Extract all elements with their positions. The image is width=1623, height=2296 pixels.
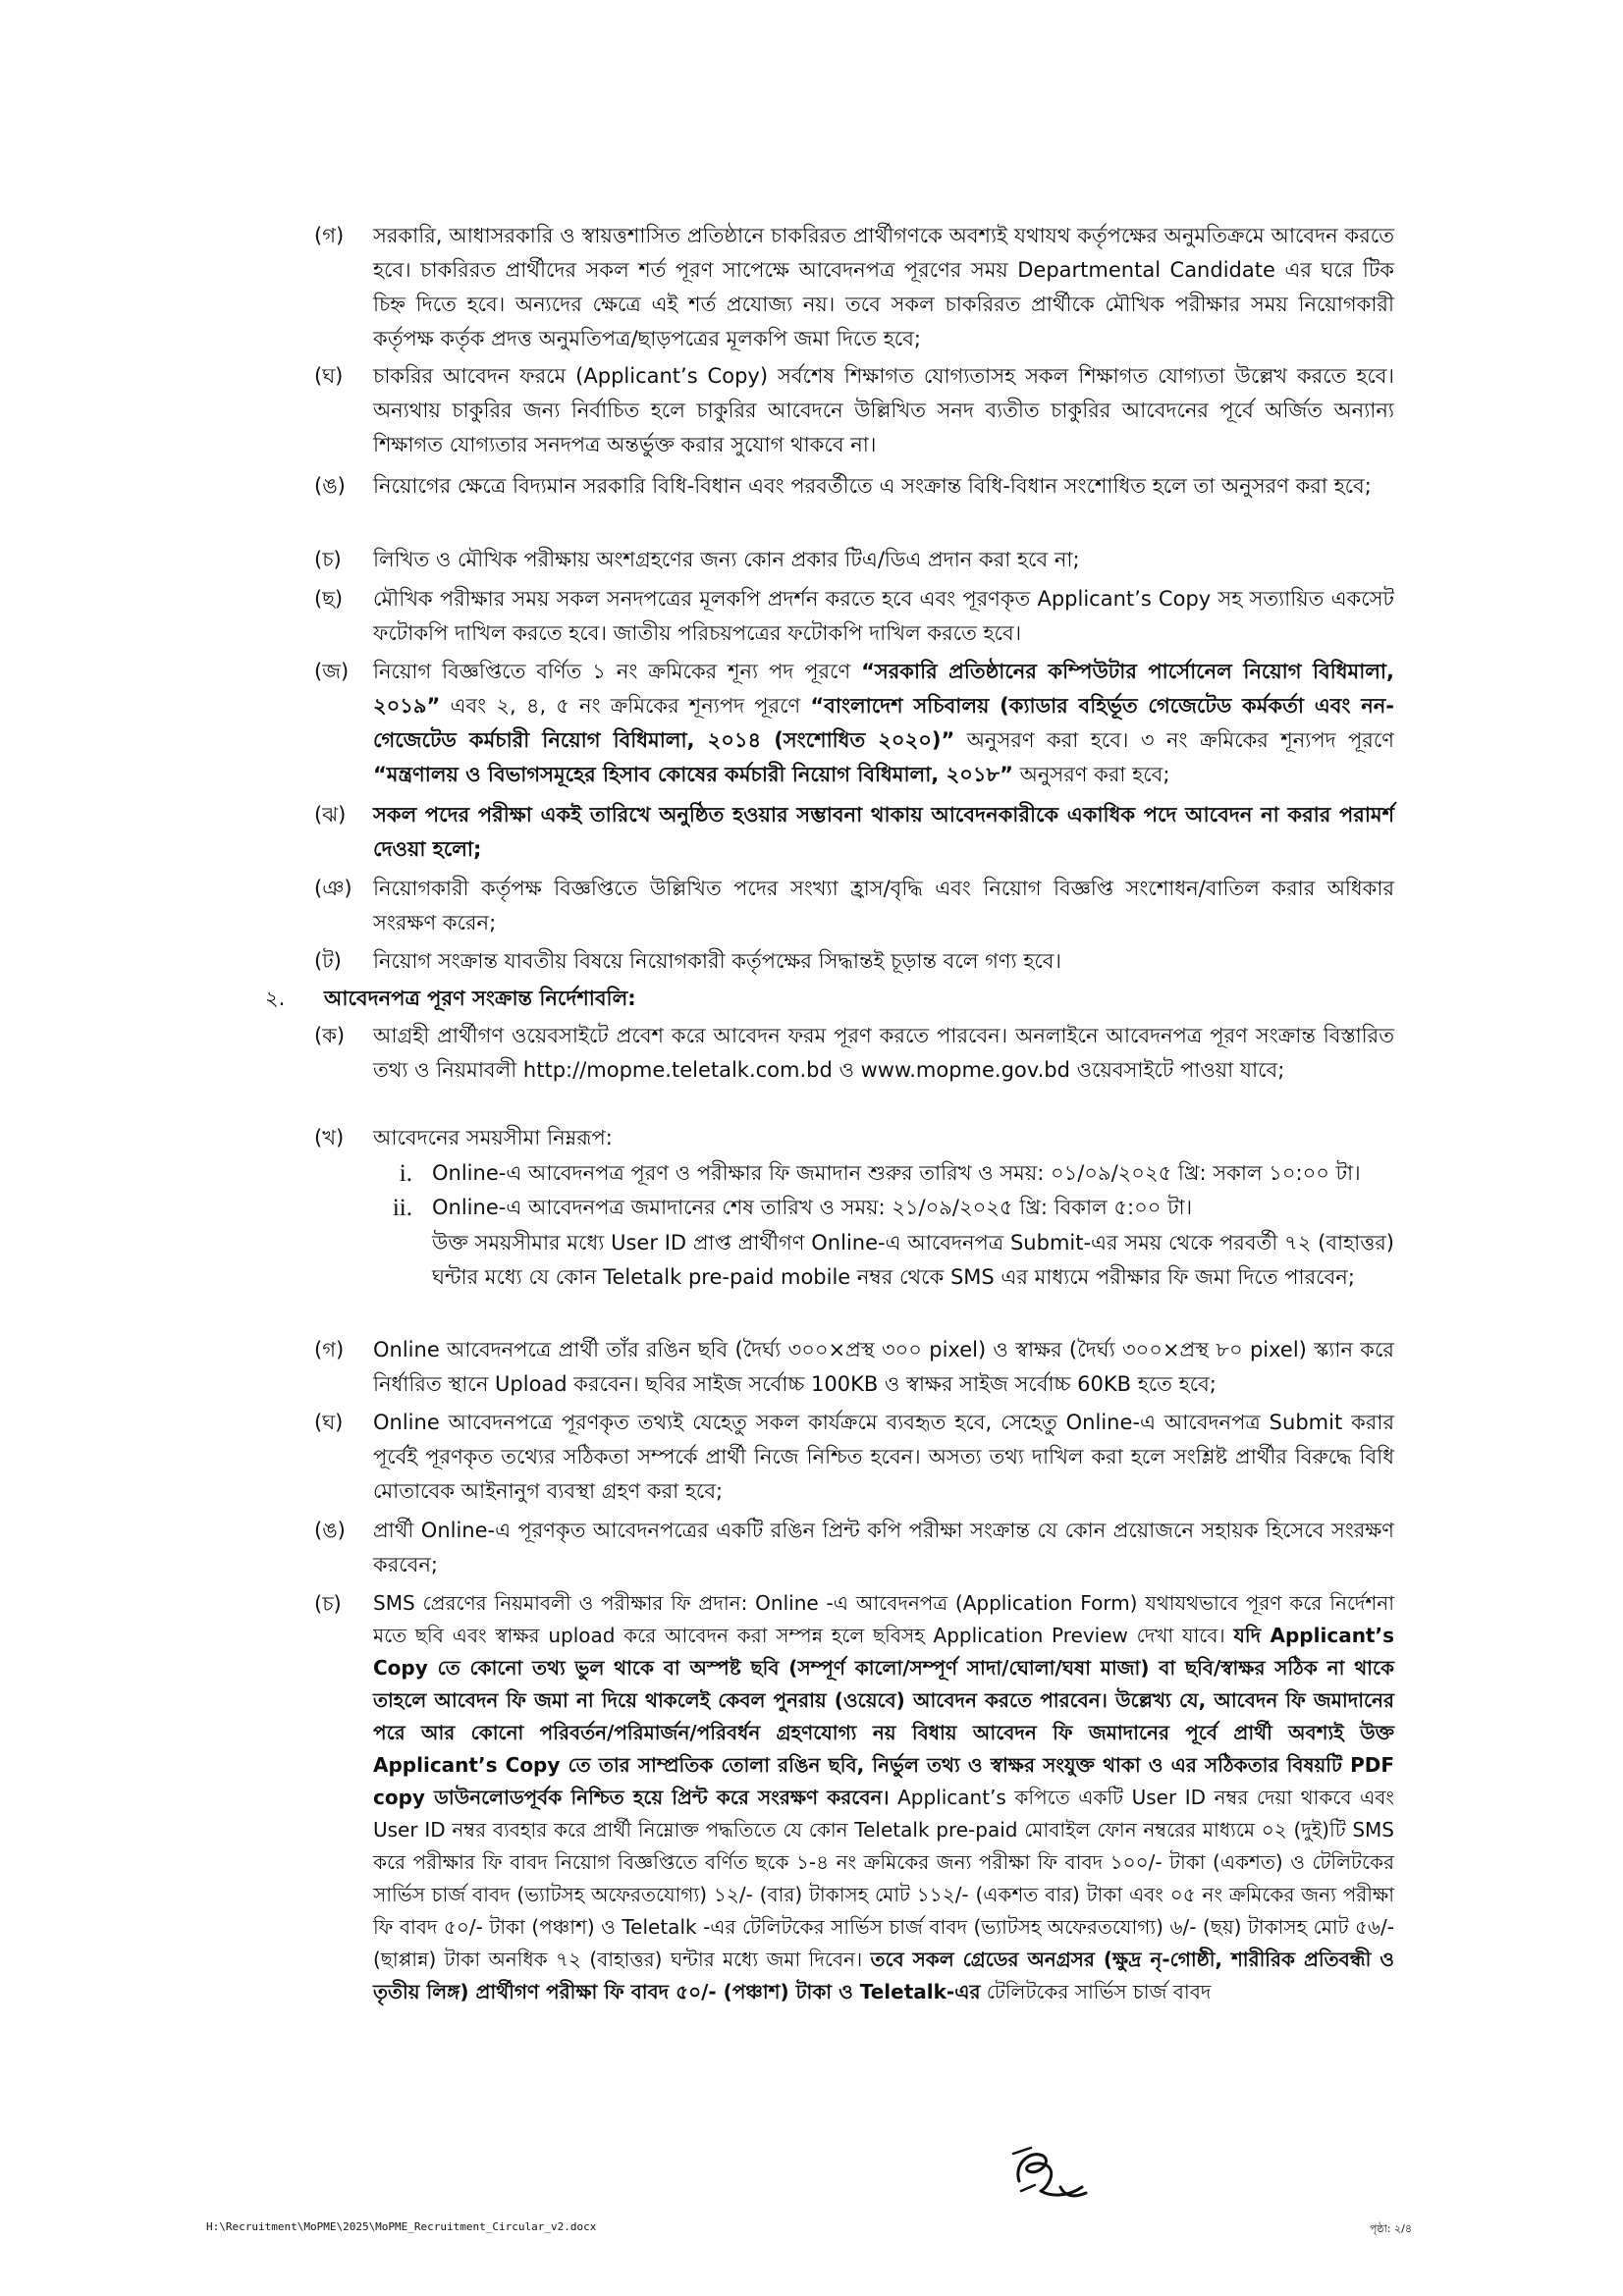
item-marker: (জ) — [314, 660, 350, 683]
item-text-part: অনুসরণ করা হবে। ৩ নং ক্রমিকের শূন্যপদ পূরণে — [954, 728, 1394, 752]
roman-item-ii — [334, 1191, 1394, 1225]
item-text-part: Applicant’s কপিতে একটি User ID নম্বর দেয়া থাকবে এবং User ID নম্বর ব্যবহার করে প্রার্থী নিম্নোক্ত পদ্ধতিতে যে কোন Teletalk pre-paid মোবাইল ফোন নম্বরের মাধ্যমে ০২ (দুই)টি SMS করে পরীক্ষার ফি বাবদ নিয়োগ বিজ্ঞপ্তিতে বর্ণিত ছকে ১-৪ নং ক্রমিকের জন্য পরীক্ষা ফি বাবদ ১০০/- টাকা (একশত) ও টেলিটকের সার্ভিস চার্জ বাবদ (ভ্যাটসহ অফেরতযোগ্য) ১২/- (বার) টাকাসহ মোট ১১২/- (একশত বার) টাকা এবং ০৫ নং ক্রমিকের জন্য পরীক্ষা ফি বাবদ ৫০/- টাকা (পঞ্চাশ) ও Teletalk -এর টেলিটকের সার্ভিস চার্জ বাবদ (ভ্যাটসহ অফেরতযোগ্য) ৬/- (ছয়) টাকাসহ মোট ৫৬/- (ছাপ্পান্ন) টাকা অনধিক ৭২ (বাহাত্তর) ঘন্টার মধ্যে জমা দিবেন। — [373, 1786, 1394, 1971]
list-item-kha — [314, 1121, 1394, 1155]
roman-item-i — [334, 1156, 1394, 1191]
fee-exemption-notice: তবে সকল গ্রেডের অনগ্রসর (ক্ষুদ্র নৃ-গোষ্ঠী, শারীরিক প্রতিবন্ধী ও তৃতীয় লিঙ্গ) প্রার্থীগণ পরীক্ষা ফি বাবদ ৫০/- (পঞ্চাশ) টাকা ও Teletalk-এর — [373, 1948, 1394, 2003]
item-marker: (ঘ) — [314, 1411, 344, 1434]
deadline-note: উক্ত সময়সীমার মধ্যে User ID প্রাপ্ত প্রার্থীগণ Online-এ আবেদনপত্র Submit-এর সময় থেকে পরবর্তী ৭২ (বাহাত্তর) ঘন্টার মধ্যে যে কোন Teletalk pre-paid mobile নম্বর থেকে SMS এর মাধ্যমে পরীক্ষার ফি জমা দিতে পারবেন; — [432, 1231, 1394, 1289]
list-item-gha — [314, 359, 1394, 462]
item-text-part: অনুসরণ করা হবে; — [1012, 763, 1170, 786]
item-text: Online আবেদনপত্রে পূরণকৃত তথ্যই যেহেতু সকল কার্যক্রমে ব্যবহৃত হবে, সেহেতু Online-এ আবেদনপত্র Submit করার পূর্বেই পূরণকৃত তথ্যের সঠিকতা সম্পর্কে প্রার্থী নিজে নিশ্চিত হবেন। অসত্য তথ্য দাখিল করা হলে সংশ্লিষ্ট প্রার্থীর বিরুদ্ধে বিধি মোতাবেক আইনানুগ ব্যবস্থা গ্রহণ করা হবে; — [373, 1411, 1394, 1503]
item-text: সকল পদের পরীক্ষা একই তারিখে অনুষ্ঠিত হওয়ার সম্ভাবনা থাকায় আবেদনকারীকে একাধিক পদে আবেদন না করার পরামর্শ দেওয়া হলো; — [373, 803, 1394, 861]
list-item-gha-2 — [314, 1406, 1394, 1509]
rule-name-accounts-cell: “মন্ত্রণালয় ও বিভাগসমূহের হিসাব কোষের কর্মচারী নিয়োগ বিধিমালা, ২০১৮” — [373, 763, 1013, 786]
item-marker: (ঞ) — [314, 877, 352, 900]
item-marker: (ঘ) — [314, 364, 344, 388]
list-item-ga — [314, 219, 1394, 356]
item-text-part: এবং ২, ৪, ৫ নং ক্রমিকের শূন্যপদ পূরণে — [440, 694, 811, 718]
list-item-jo — [314, 655, 1394, 792]
page-number: পৃষ্ঠা: ২/৪ — [1369, 2222, 1412, 2235]
roman-marker: i. — [399, 1160, 412, 1187]
list-item-nio — [314, 872, 1394, 940]
rule-name-secretariat: “বাংলাদেশ সচিবালয় (ক্যাডার বহির্ভূত গেজেটেড কর্মকর্তা এবং নন-গেজেটেড কর্মচারী নিয়োগ বিধিমালা, ২০১৪ (সংশোধিত ২০২০)” — [373, 694, 1394, 752]
item-marker: (চ) — [314, 548, 342, 571]
item-text — [373, 655, 1394, 792]
item-text: চাকরির আবেদন ফরমে (Applicant’s Copy) সর্বশেষ শিক্ষাগত যোগ্যতাসহ সকল শিক্ষাগত যোগ্যতা উল্লেখ করতে হবে। অন্যথায় চাকুরির জন্য নির্বাচিত হলে চাকুরির আবেদনে উল্লিখিত সনদ ব্যতীত চাকুরির আবেদনের পূর্বে অর্জিত অন্যান্য শিক্ষাগত যোগ্যতার সনদপত্র অন্তর্ভুক্ত করার সুযোগ থাকবে না। — [373, 364, 1394, 456]
list-item-nga-2 — [314, 1514, 1394, 1582]
list-item-cha — [314, 543, 1394, 577]
list-item-ga-2 — [314, 1333, 1394, 1402]
list-item-nga — [314, 469, 1394, 504]
item-text-part: নিয়োগ বিজ্ঞপ্তিতে বর্ণিত ১ নং ক্রমিকের শূন্য পদ পূরণে — [373, 660, 862, 683]
roman-marker: ii. — [392, 1195, 412, 1221]
item-marker: (ঝ) — [314, 803, 347, 827]
item-text: প্রার্থী Online-এ পূরণকৃত আবেদনপত্রের একটি রঙিন প্রিন্ট কপি পরীক্ষা সংক্রান্ত যে কোন প্রয়োজনে সহায়ক হিসেবে সংরক্ষণ করবেন; — [373, 1519, 1394, 1576]
item-text: লিখিত ও মৌখিক পরীক্ষায় অংশগ্রহণের জন্য কোন প্রকার টিএ/ডিএ প্রদান করা হবে না; — [373, 548, 1080, 571]
handwritten-signature-icon — [992, 2142, 1109, 2203]
section-title: আবেদনপত্র পূরণ সংক্রান্ত নির্দেশাবলি: — [324, 987, 636, 1010]
item-marker: (গ) — [314, 224, 345, 247]
item-text-part: টেলিটকের সার্ভিস চার্জ বাবদ — [980, 1980, 1212, 2003]
item-marker: (ক) — [314, 1024, 346, 1047]
list-item-chha — [314, 582, 1394, 651]
file-path-footer: H:\Recruitment\MoPME\2025\MoPME_Recruitment_Circular_v2.docx — [206, 2220, 597, 2233]
item-text: সরকারি, আধাসরকারি ও স্বায়ত্তশাসিত প্রতিষ্ঠানে চাকরিরত প্রার্থীগণকে অবশ্যই যথাযথ কর্তৃপক্ষের অনুমতিক্রমে আবেদন করতে হবে। চাকরিরত প্রার্থীদের সকল শর্ত পূরণ সাপেক্ষে আবেদনপত্র পূরণের সময় Departmental Candidate এর ঘরে টিক চিহ্ন দিতে হবে। অন্যদের ক্ষেত্রে এই শর্ত প্রযোজ্য নয়। তবে সকল চাকরিরত প্রার্থীকে মৌখিক পরীক্ষার সময় নিয়োগকারী কর্তৃপক্ষ কর্তৃক প্রদত্ত অনুমতিপত্র/ছাড়পত্রের মূলকপি জমা দিতে হবে; — [373, 224, 1394, 350]
item-text: মৌখিক পরীক্ষার সময় সকল সনদপত্রের মূলকপি প্রদর্শন করতে হবে এবং পূরণকৃত Applicant’s Copy সহ সত্যায়িত একসেট ফটোকপি দাখিল করতে হবে। জাতীয় পরিচয়পত্রের ফটোকপি দাখিল করতে হবে। — [373, 587, 1394, 645]
item-marker: (গ) — [314, 1338, 345, 1362]
item-marker: (চ) — [314, 1592, 342, 1616]
item-text: Online আবেদনপত্রে প্রার্থী তাঁর রঙিন ছবি (দৈর্ঘ্য ৩০০×প্রস্থ ৩০০ pixel) ও স্বাক্ষর (দৈর্ঘ্য ৩০০×প্রস্থ ৮০ pixel) স্ক্যান করে নির্ধারিত স্থানে Upload করবেন। ছবির সাইজ সর্বোচ্চ 100KB ও স্বাক্ষর সাইজ সর্বোচ্চ 60KB হতে হবে; — [373, 1338, 1394, 1396]
section-heading-2 — [265, 982, 1394, 1016]
item-marker: (ঙ) — [314, 1519, 346, 1542]
item-text — [373, 1587, 1394, 2008]
list-item-cha-2 — [314, 1587, 1394, 2008]
rule-name-computer-personnel: “সরকারি প্রতিষ্ঠানের কম্পিউটার পার্সোনেল নিয়োগ বিধিমালা, ২০১৯” — [373, 660, 1394, 718]
item-marker: (ঙ) — [314, 474, 346, 498]
list-item-to — [314, 944, 1394, 979]
important-notice: যদি Applicant’s Copy তে কোনো তথ্য ভুল থাকে বা অস্পষ্ট ছবি (সম্পূর্ণ কালো/সম্পূর্ণ সাদা/ঘোলা/ঘষা মাজা) বা ছবি/স্বাক্ষর সঠিক না থাকে তাহলে আবেদন ফি জমা না দিয়ে থাকলেই কেবল পুনরায় (ওয়েবে) আবেদন করতে পারবেন। উল্লেখ্য যে, আবেদন ফি জমাদানের পরে আর কোনো পরিবর্তন/পরিমার্জন/পরিবর্ধন গ্রহণযোগ্য নয় বিধায় আবেদন ফি জমাদানের পূর্বে প্রার্থী অবশ্যই উক্ত Applicant’s Copy তে তার সাম্প্রতিক তোলা রঙিন ছবি, নির্ভুল তথ্য ও স্বাক্ষর সংযুক্ত থাকা ও এর সঠিকতার বিষয়টি PDF copy ডাউনলোডপূর্বক নিশ্চিত হয়ে প্রিন্ট করে সংরক্ষণ করবেন। — [373, 1624, 1394, 1809]
roman-text: Online-এ আবেদনপত্র জমাদানের শেষ তারিখ ও সময়: ২১/০৯/২০২৫ খ্রি: বিকাল ৫:০০ টা। — [432, 1196, 1193, 1219]
item-text-part: SMS প্রেরণের নিয়মাবলী ও পরীক্ষার ফি প্রদান: Online -এ আবেদনপত্র (Application Form) যথাযথভাবে পূরণ করে নির্দেশনা মতে ছবি এবং স্বাক্ষর upload করে আবেদন করা সম্পন্ন হলে ছবিসহ Application Preview দেখা যাবে। — [373, 1591, 1394, 1647]
item-text: আবেদনের সময়সীমা নিম্নরূপ: — [373, 1126, 613, 1149]
section-number: ২. — [265, 987, 286, 1010]
list-item-ka — [314, 1019, 1394, 1088]
item-text: নিয়োগকারী কর্তৃপক্ষ বিজ্ঞপ্তিতে উল্লিখিত পদের সংখ্যা হ্রাস/বৃদ্ধি এবং নিয়োগ বিজ্ঞপ্তি সংশোধন/বাতিল করার অধিকার সংরক্ষণ করেন; — [373, 877, 1394, 934]
item-marker: (ট) — [314, 949, 342, 973]
item-marker: (ছ) — [314, 587, 344, 611]
item-text: নিয়োগের ক্ষেত্রে বিদ্যমান সরকারি বিধি-বিধান এবং পরবর্তীতে এ সংক্রান্ত বিধি-বিধান সংশোধিত হলে তা অনুসরণ করা হবে; — [373, 474, 1372, 498]
roman-text: Online-এ আবেদনপত্র পূরণ ও পরীক্ষার ফি জমাদান শুরুর তারিখ ও সময়: ০১/০৯/২০২৫ খ্রি: সকাল ১০:০০ টা। — [432, 1161, 1361, 1185]
item-text: আগ্রহী প্রার্থীগণ ওয়েবসাইটে প্রবেশ করে আবেদন ফরম পূরণ করতে পারবেন। অনলাইনে আবেদনপত্র পূরণ সংক্রান্ত বিস্তারিত তথ্য ও নিয়মাবলী http://mopme.teletalk.com.bd ও www.mopme.gov.bd ওয়েবসাইটে পাওয়া যাবে; — [373, 1024, 1394, 1082]
item-text: নিয়োগ সংক্রান্ত যাবতীয় বিষয়ে নিয়োগকারী কর্তৃপক্ষের সিদ্ধান্তই চূড়ান্ত বলে গণ্য হবে। — [373, 949, 1061, 973]
list-item-jho — [314, 798, 1394, 867]
item-marker: (খ) — [314, 1126, 345, 1149]
